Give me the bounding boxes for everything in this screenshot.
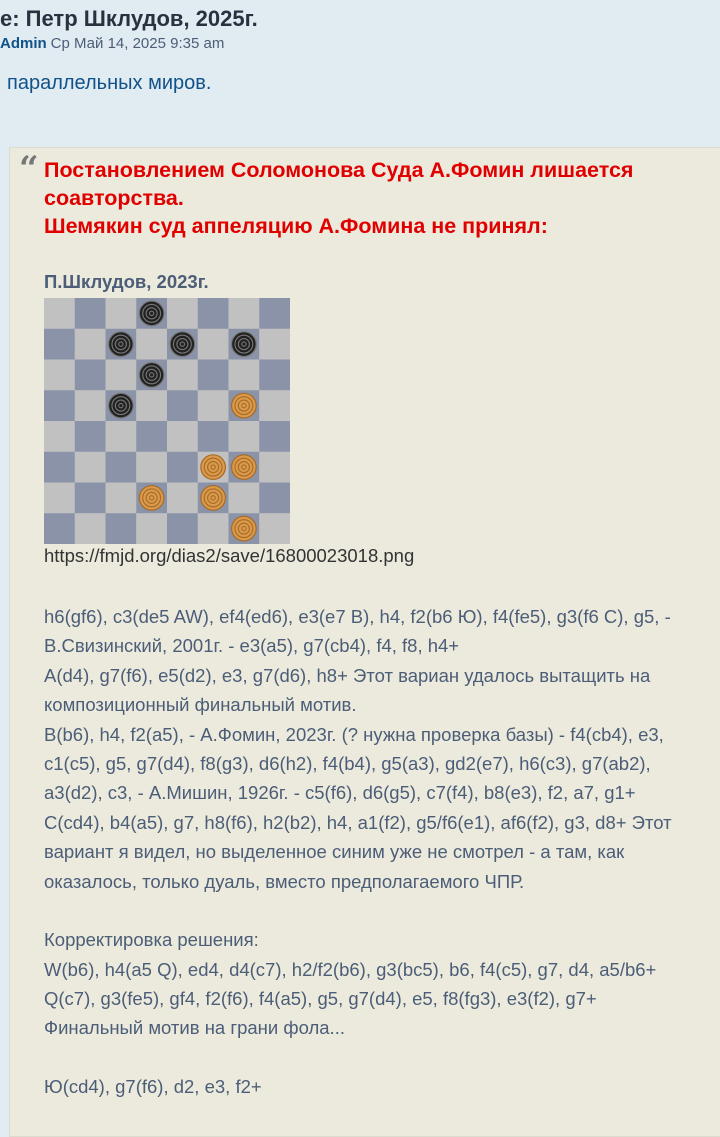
checkers-board-diagram [44,298,290,544]
solution-line [44,896,672,925]
board-square [259,360,290,391]
board-square [136,329,167,360]
board-square [136,390,167,421]
solution-line: оказалось, только дуаль, вместо предполагаемого ЧПР. [44,870,525,892]
board-square [106,452,137,483]
white-checker-piece [232,516,257,541]
board-square [44,390,75,421]
intro-text: параллельных миров. [7,72,212,94]
board-square [44,421,75,452]
board-square [198,421,229,452]
board-square [259,513,290,544]
board-square [198,513,229,544]
post-author-line [0,35,224,52]
board-square [259,298,290,329]
solution-line: Ю(cd4), g7(f6), d2, e3, f2+ [44,1076,262,1098]
diagram-citation: П.Шклудов, 2023г. [44,271,209,292]
solution-line: B(b6), h4, f2(a5), - А.Фомин, 2023г. (? нужна проверка базы) - f4(cb4), e3, [44,723,664,745]
board-square [229,421,260,452]
board-square [259,452,290,483]
board-square [198,329,229,360]
white-checker-piece [232,393,257,418]
solution-line: вариант я видел, но выделенное синим уже не смотрел - а там, как [44,841,625,863]
solution-line: c1(c5), g5, g7(d4), f8(g3), d6(h2), f4(b4), g5(a3), gd2(e7), h6(c3), g7(ab2), [44,752,651,774]
quote-heading [44,156,704,240]
solution-line: Q(c7), g3(fe5), gf4, f2(f6), f4(a5), g5, g7(d4), e5, f8(fg3), e3(f2), g7+ [44,988,597,1010]
author-link[interactable]: Admin [0,35,47,52]
solution-line: композиционный финальный мотив. [44,694,357,716]
white-checker-piece [139,486,164,511]
black-checker-piece [139,363,164,388]
board-square [44,298,75,329]
board-square [259,421,290,452]
board-square [75,483,106,514]
solution-text [44,602,672,1102]
board-square [167,360,198,391]
board-square [106,360,137,391]
board-square [167,513,198,544]
solution-line [44,1043,672,1072]
board-square [44,483,75,514]
board-square [229,483,260,514]
black-checker-piece [139,301,164,326]
board-square [259,390,290,421]
board-square [136,421,167,452]
board-square [75,421,106,452]
solution-line: В.Свизинский, 2001г. - e3(a5), g7(cb4), f4, f8, h4+ [44,635,460,657]
board-square [75,329,106,360]
board-square [106,421,137,452]
board-square [75,390,106,421]
black-checker-piece [109,332,134,357]
post-title[interactable]: е: Петр Шклудов, 2025г. [0,6,258,31]
solution-line: A(d4), g7(f6), e5(d2), e3, g7(d6), h8+ Этот вариан удалось вытащить на [44,664,651,686]
board-square [44,329,75,360]
board-square [198,298,229,329]
board-square [167,390,198,421]
board-square [198,360,229,391]
solution-line: Корректировка решения: [44,929,259,951]
quote-heading-line: Постановлением Соломонова Суда А.Фомин лишается [44,158,634,182]
white-checker-piece [232,455,257,480]
diagram-url[interactable]: https://fmjd.org/dias2/save/16800023018.png [44,545,415,566]
quote-heading-line: соавторства. [44,186,184,210]
board-square [167,298,198,329]
board-square [44,513,75,544]
board-square [167,452,198,483]
solution-line: C(cd4), b4(a5), g7, h8(f6), h2(b2), h4, a1(f2), g5/f6(e1), af6(f2), g3, d8+ Этот [44,811,672,833]
black-checker-piece [109,393,134,418]
quote-heading-line: Шемякин суд аппеляцию А.Фомина не принял: [44,214,548,238]
solution-line: h6(gf6), c3(de5 AW), ef4(ed6), e3(e7 B), h4, f2(b6 Ю), f4(fe5), g3(f6 C), g5, - [44,606,671,627]
board-square [75,452,106,483]
board-square [229,360,260,391]
board-square [44,452,75,483]
post-date: Ср Май 14, 2025 9:35 am [50,35,225,52]
board-square [106,513,137,544]
board-square [229,298,260,329]
board-square [106,298,137,329]
board-square [136,452,167,483]
solution-line: Финальный мотив на грани фола... [44,1017,345,1039]
board-square [106,483,137,514]
board-square [75,298,106,329]
quote-icon: “ [19,149,39,189]
white-checker-piece [201,486,226,511]
solution-line: a3(d2), c3, - А.Мишин, 1926г. - c5(f6), d6(g5), c7(f4), b8(e3), f2, a7, g1+ [44,782,636,804]
board-square [167,483,198,514]
white-checker-piece [201,455,226,480]
black-checker-piece [232,332,257,357]
board-square [75,513,106,544]
board-square [44,360,75,391]
board-square [259,329,290,360]
board-square [136,513,167,544]
board-square [75,360,106,391]
black-checker-piece [170,332,195,357]
board-square [198,390,229,421]
solution-line: W(b6), h4(a5 Q), ed4, d4(c7), h2/f2(b6), g3(bc5), b6, f4(c5), g7, d4, a5/b6+ [44,958,657,980]
board-square [167,421,198,452]
board-square [259,483,290,514]
